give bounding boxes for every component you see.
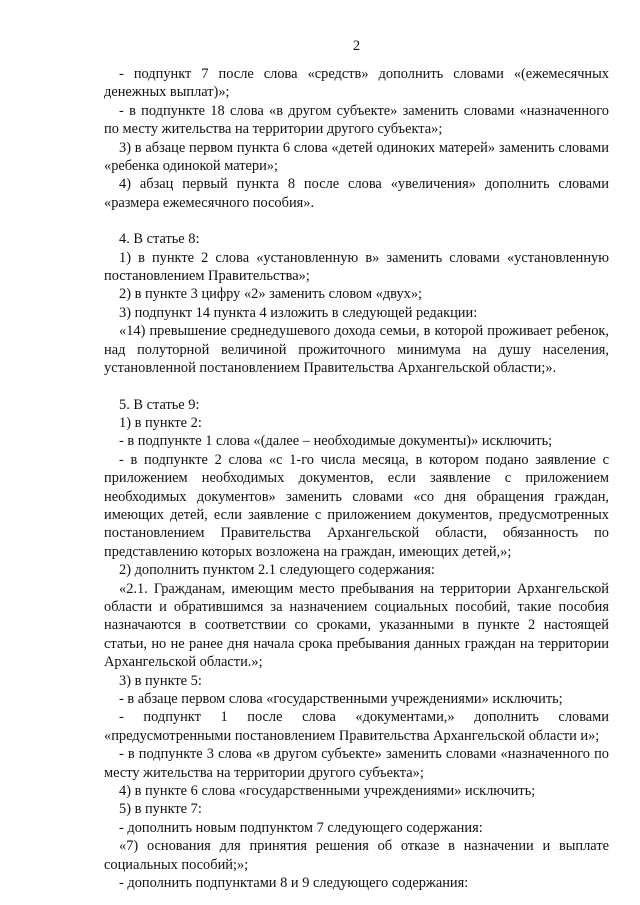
paragraph: 1) в пункте 2 слова «установленную в» заменить словами «установленную постановлением Правительства»; <box>104 249 609 285</box>
paragraph: - подпункт 1 после слова «документами,» дополнить словами «предусмотренными постановлением Правительства Архангельской области и»; <box>104 709 609 744</box>
paragraph: «14) превышение среднедушевого дохода семьи, в которой проживает ребенок, над полуторной величиной прожиточного минимума на душу населения, установленной постановлением Правительства Архангельской области;». <box>104 323 609 377</box>
paragraph: 2) дополнить пунктом 2.1 следующего содержания: <box>119 562 435 579</box>
page-number: 2 <box>352 38 361 54</box>
paragraph: 3) в пункте 5: <box>119 672 202 689</box>
paragraph: 4) абзац первый пункта 8 после слова «увеличения» дополнить словами «размера ежемесячного пособия». <box>104 176 609 211</box>
paragraph: 4) в пункте 6 слова «государственными учреждениями» исключить; <box>119 783 536 800</box>
paragraph: 2) в пункте 3 цифру «2» заменить словом «двух»; <box>119 286 423 303</box>
paragraph: - в подпункте 2 слова «с 1-го числа месяца, в котором подано заявление с приложением необходимых документов, если заявление с приложением необходимых документов» заменить словами «со дня обращения граждан, имеющих детей, если заявление с приложением документов, предусмотренных постановлением Правительства Архангельской области, обязанность по представлению которых возложена на граждан, имеющих детей,»; <box>104 451 609 560</box>
section-heading: 4. В статье 8: <box>119 231 200 248</box>
paragraph: - дополнить подпунктами 8 и 9 следующего содержания: <box>119 875 469 892</box>
paragraph: - в подпункте 1 слова «(далее – необходимые документы)» исключить; <box>119 433 553 450</box>
paragraph: - подпункт 7 после слова «средств» дополнить словами «(ежемесячных денежных выплат)»; <box>104 66 609 101</box>
paragraph: 5) в пункте 7: <box>119 801 202 818</box>
paragraph: - в абзаце первом слова «государственными учреждениями» исключить; <box>119 691 563 707</box>
paragraph: 3) подпункт 14 пункта 4 изложить в следующей редакции: <box>119 304 478 321</box>
paragraph: - дополнить новым подпунктом 7 следующего содержания: <box>119 819 483 836</box>
paragraph: - в подпункте 18 слова «в другом субъекте» заменить словами «назначенного по месту жительства на территории другого субъекта»; <box>104 102 609 138</box>
section-gap <box>104 378 609 396</box>
paragraph: «2.1. Гражданам, имеющим место пребывания на территории Архангельской области и обратившимся за назначением социальных пособий, такие пособия назначаются в соответствии со сроками, указанными в пункте 2 настоящей статьи, но не ранее дня начала срока пребывания данных граждан на территории Архангельской области.»; <box>104 580 609 671</box>
section-heading: 5. В статье 9: <box>119 396 200 413</box>
paragraph: «7) основания для принятия решения об отказе в назначении и выплате социальных пособий;»; <box>104 838 609 873</box>
section-gap <box>104 212 609 230</box>
paragraph: 3) в абзаце первом пункта 6 слова «детей одиноких матерей» заменить словами «ребенка одинокой матери»; <box>104 139 609 175</box>
paragraph: 1) в пункте 2: <box>119 414 202 431</box>
paragraph: - в подпункте 3 слова «в другом субъекте» заменить словами «назначенного по месту жительства на территории другого субъекта»; <box>104 746 609 781</box>
